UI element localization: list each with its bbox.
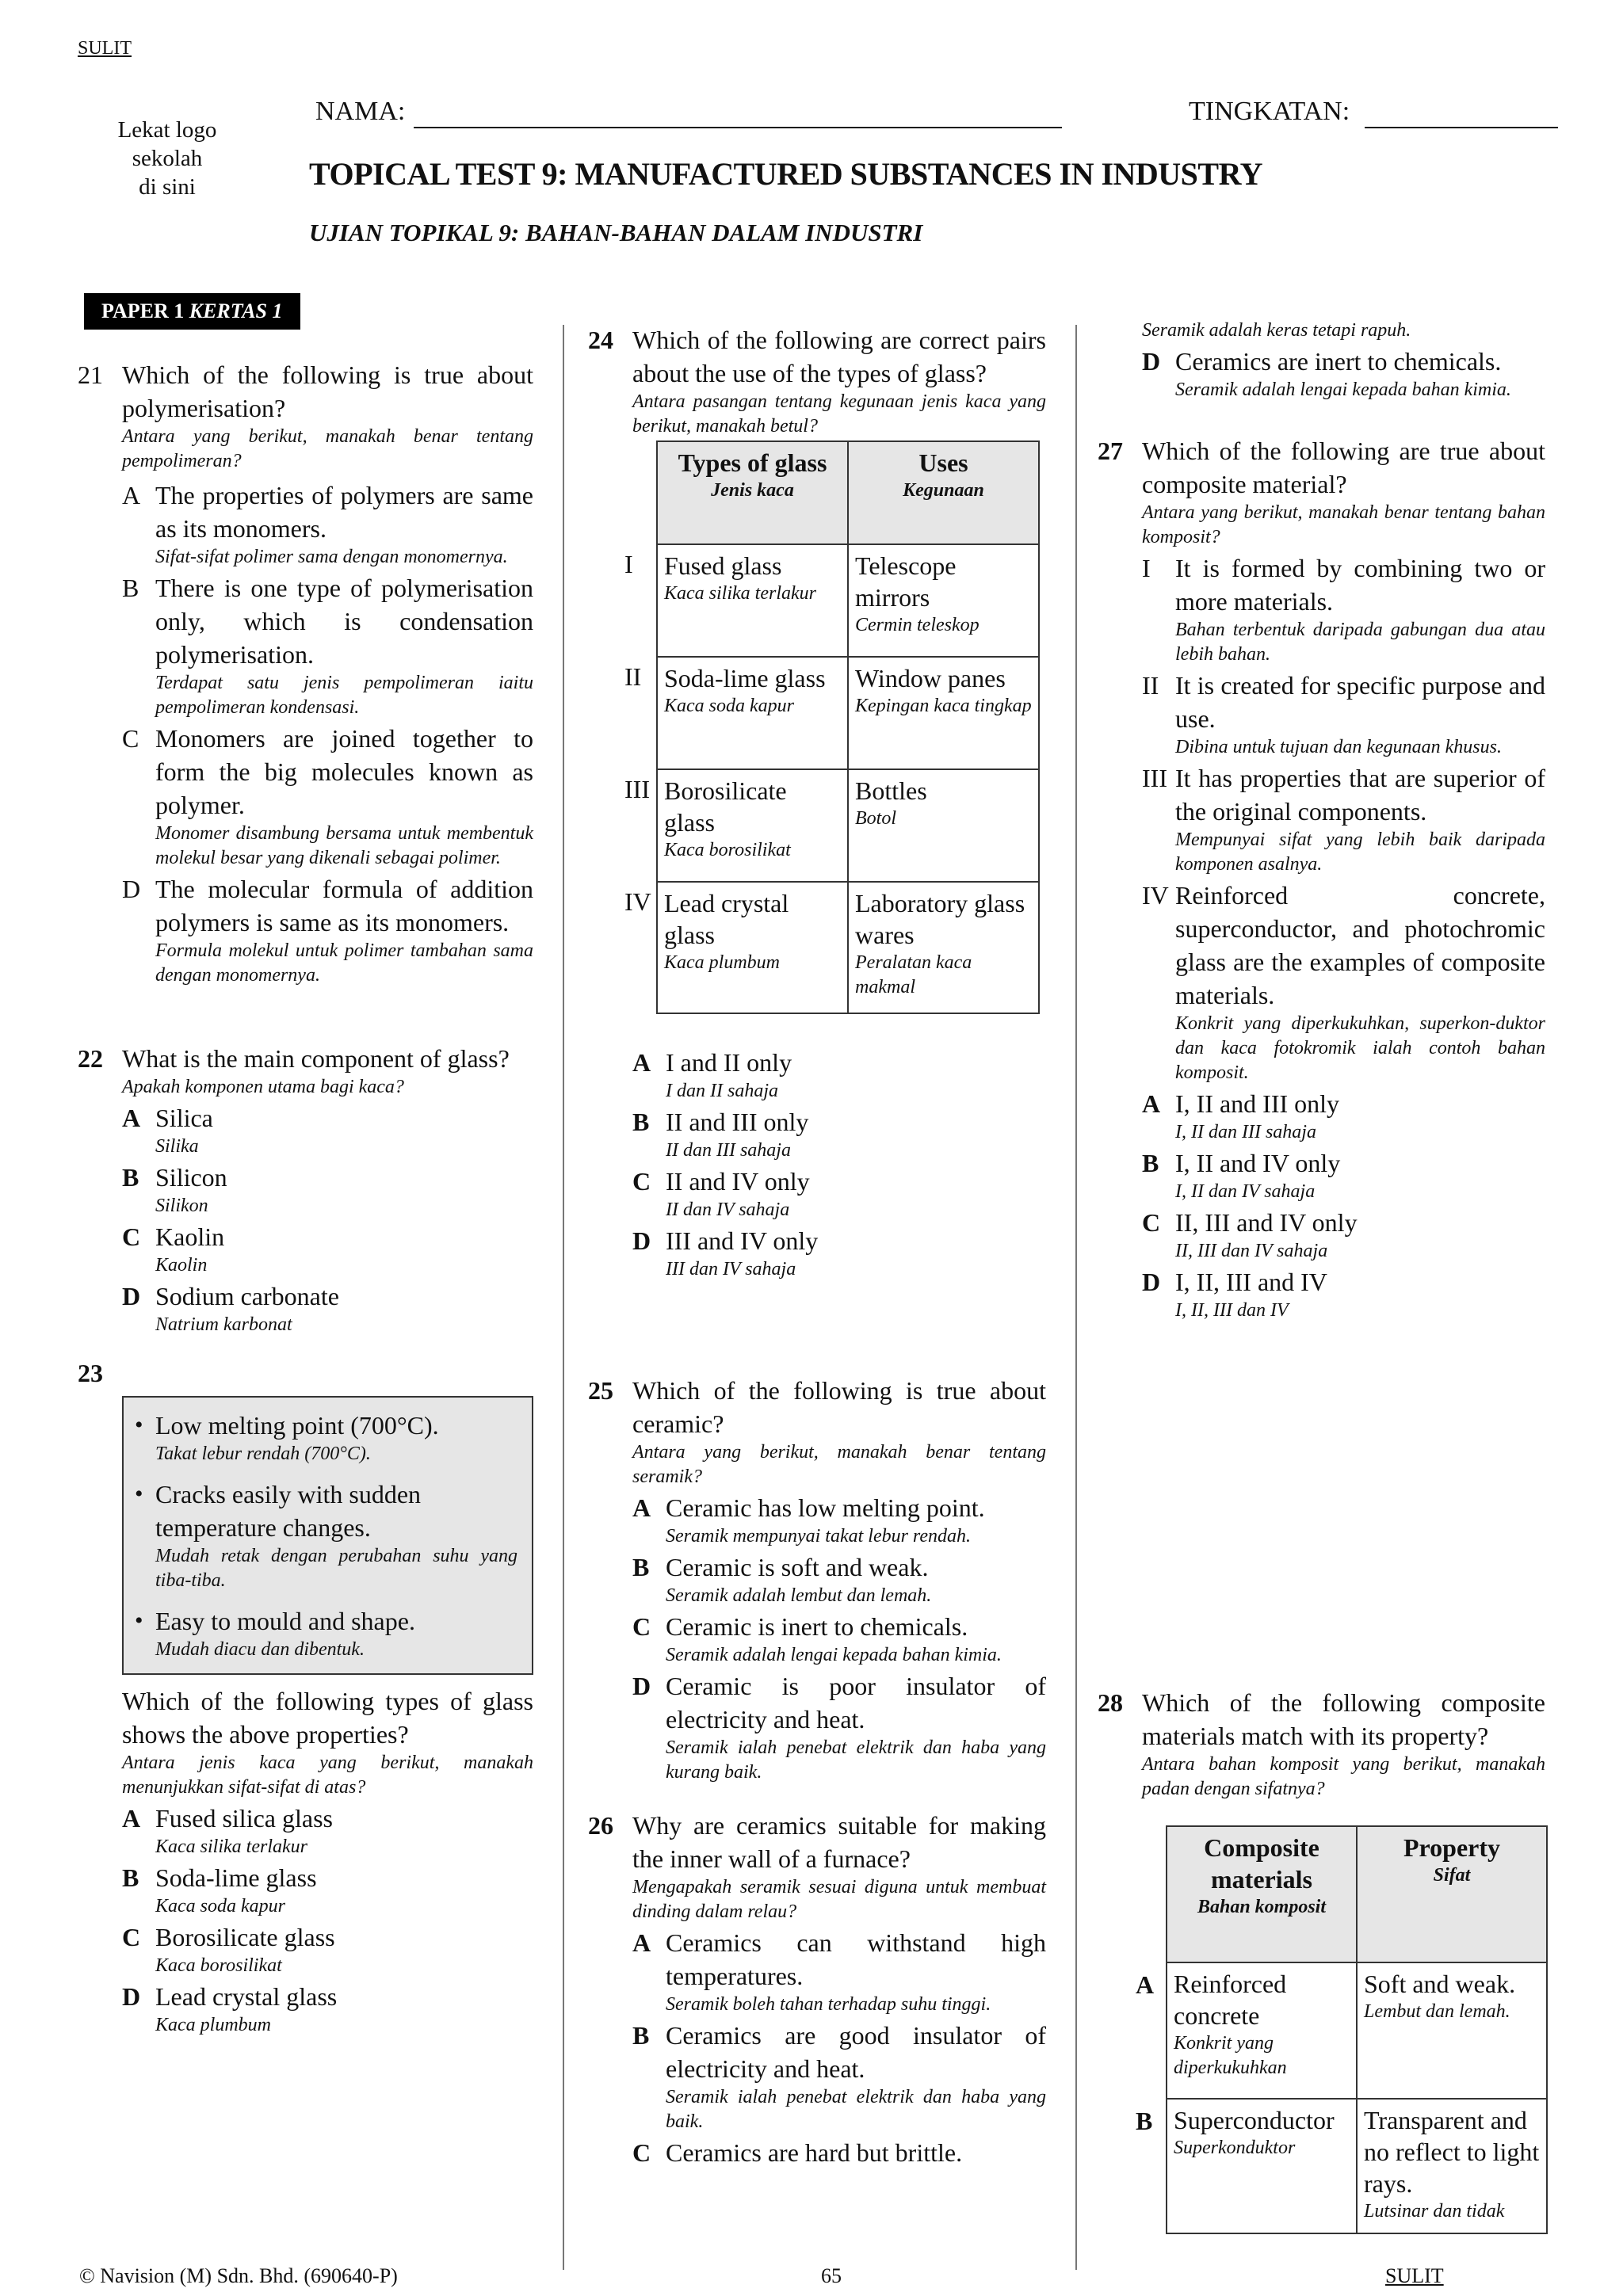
table-cell: [657, 882, 848, 1013]
option-letter: A: [632, 1928, 651, 1957]
option-b[interactable]: [122, 1161, 533, 1219]
option-d[interactable]: [122, 1980, 533, 2038]
question-text: Which of the following types of glass shows the above properties?: [122, 1687, 533, 1749]
column-divider: [563, 325, 564, 2270]
option-text: Ceramics are hard but brittle.: [666, 2138, 963, 2167]
question-text: Which of the following composite materials match with its property?: [1142, 1688, 1545, 1750]
header-text-ms: Kegunaan: [903, 480, 984, 501]
option-a[interactable]: [122, 1101, 533, 1159]
table-cell: [657, 544, 848, 657]
option-text-ms: Seramik adalah lengai kepada bahan kimia.: [666, 1645, 1002, 1665]
statement-numeral: I: [1142, 554, 1151, 582]
name-field[interactable]: [414, 127, 1062, 128]
table-header: [657, 441, 848, 544]
cell-text-ms: Kaca borosilikat: [664, 840, 791, 860]
paper-badge-en: PAPER 1: [101, 299, 185, 322]
page-title: TOPICAL TEST 9: MANUFACTURED SUBSTANCES IN INDUSTRY: [309, 156, 1262, 192]
option-text-ms: II dan III sahaja: [666, 1140, 791, 1161]
statement-text-ms: Mempunyai sifat yang lebih baik daripada komponen asalnya.: [1175, 830, 1545, 875]
question-text-ms: Antara yang berikut, manakah benar tentang pempolimeran?: [122, 426, 533, 471]
option-text-ms: Sifat-sifat polimer sama dengan monomernya.: [155, 547, 508, 567]
option-text: Monomers are joined together to form the big molecules known as polymer.: [155, 724, 533, 819]
question-number: 28: [1098, 1688, 1123, 1717]
option-text: Borosilicate glass: [155, 1923, 335, 1951]
option-letter: C: [632, 1167, 651, 1196]
option-text-ms: Seramik ialah penebat elektrik dan haba yang baik.: [666, 2087, 1046, 2132]
composite-property-table: [1166, 1825, 1548, 2234]
table-cell: [657, 657, 848, 769]
option-text: Ceramic is inert to chemicals.: [666, 1612, 968, 1641]
option-c[interactable]: [1142, 1206, 1545, 1264]
option-text-ms: I, II dan III sahaja: [1175, 1122, 1316, 1142]
table-row: [657, 544, 1039, 657]
option-c[interactable]: [122, 1920, 533, 1978]
option-b[interactable]: [1142, 1146, 1545, 1204]
option-b[interactable]: [122, 571, 533, 720]
option-text: Ceramic has low melting point.: [666, 1493, 985, 1522]
statement-numeral: II: [1142, 671, 1159, 700]
header-text: Uses: [918, 448, 968, 477]
cell-text: Window panes: [855, 664, 1006, 692]
cell-text-ms: Superkonduktor: [1174, 2138, 1296, 2158]
cell-text-ms: Kaca silika terlakur: [664, 583, 816, 604]
cell-text: Lead crystal glass: [664, 889, 789, 949]
table-cell: [657, 769, 848, 882]
option-letter: A: [122, 481, 141, 509]
option-text: The molecular formula of addition polymers is same as its monomers.: [155, 875, 533, 936]
statement-text: It is created for specific purpose and use.: [1175, 671, 1545, 733]
table-row: [1167, 2099, 1547, 2233]
option-a[interactable]: [632, 1491, 1046, 1549]
question-number: 24: [588, 326, 613, 354]
cell-text: Borosilicate glass: [664, 776, 787, 837]
cell-text-ms: Konkrit yang diperkukuhkan: [1174, 2033, 1287, 2078]
column-right: [1098, 318, 1545, 1323]
question-text-ms: Antara yang berikut, manakah benar tentang bahan komposit?: [1142, 502, 1545, 547]
option-text-ms: I, II dan IV sahaja: [1175, 1181, 1316, 1202]
question-25: [588, 1374, 1046, 1785]
table-row: [657, 769, 1039, 882]
option-c[interactable]: [122, 1220, 533, 1278]
question-text-ms: Antara jenis kaca yang berikut, manakah menunjukkan sifat-sifat di atas?: [122, 1753, 533, 1798]
option-text-ms: Terdapat satu jenis pempolimeran iaitu pempolimeran kondensasi.: [155, 673, 533, 718]
option-text-ms: II, III dan IV sahaja: [1175, 1241, 1328, 1261]
option-a[interactable]: [122, 1802, 533, 1859]
option-text: There is one type of polymerisation only, which is condensation polymerisation.: [155, 574, 533, 669]
option-b[interactable]: [632, 1105, 1046, 1163]
cell-text: Transparent and no reflect to light rays.: [1364, 2106, 1540, 2198]
option-text: I, II and III only: [1175, 1089, 1340, 1118]
option-text: Silicon: [155, 1163, 227, 1192]
header-text: Composite materials: [1204, 1833, 1319, 1894]
option-letter: B: [122, 574, 139, 602]
property-item: [135, 1604, 517, 1662]
cell-text: Fused glass: [664, 551, 782, 580]
option-letter: A: [122, 1104, 141, 1132]
question-21: [78, 358, 533, 988]
option-letter: A: [1142, 1089, 1161, 1118]
cell-text-ms: Lembut dan lemah.: [1364, 2001, 1510, 2022]
option-letter: D: [1142, 347, 1161, 376]
statement-text-ms: Konkrit yang diperkukuhkan, superkon-duktor dan kaca fotokromik ialah contoh bahan komposit.: [1175, 1013, 1545, 1083]
option-letter: C: [632, 1612, 651, 1641]
option-text-ms: Seramik boleh tahan terhadap suhu tinggi.: [666, 1994, 991, 2015]
row-label: A: [1136, 1970, 1155, 1999]
option-letter: B: [632, 1108, 650, 1136]
option-c[interactable]: [632, 2136, 1046, 2169]
page-number: 65: [821, 2264, 842, 2287]
option-letter: B: [1142, 1149, 1159, 1177]
option-text: Ceramic is poor insulator of electricity and heat.: [666, 1672, 1046, 1733]
property-text: Cracks easily with sudden temperature changes.: [155, 1480, 422, 1542]
cell-text-ms: Kepingan kaca tingkap: [855, 696, 1032, 716]
option-text-ms: Seramik adalah lengai kepada bahan kimia.: [1175, 379, 1511, 400]
option-text-ms: Kaca soda kapur: [155, 1896, 285, 1917]
option-text-ms: II dan IV sahaja: [666, 1199, 790, 1220]
cell-text: Soft and weak.: [1364, 1970, 1516, 1998]
question-24: [588, 323, 1046, 1282]
cell-text: Laboratory glass wares: [855, 889, 1025, 949]
option-text: I, II and IV only: [1175, 1149, 1341, 1177]
cell-text-ms: Peralatan kaca makmal: [855, 952, 972, 997]
option-text: I, II, III and IV: [1175, 1268, 1327, 1296]
option-text: Ceramic is soft and weak.: [666, 1553, 929, 1581]
option-text-ms: I, II, III dan IV: [1175, 1300, 1289, 1321]
question-28: [1098, 1686, 1545, 2234]
cell-text-ms: Botol: [855, 808, 896, 829]
column-divider: [1075, 325, 1077, 2270]
question-text: Which of the following are correct pairs about the use of the types of glass?: [632, 326, 1046, 387]
school-logo-placeholder: [100, 116, 235, 201]
table-cell: [848, 657, 1039, 769]
table-header: [1167, 1826, 1357, 1962]
option-letter: A: [632, 1048, 651, 1077]
question-text: Which of the following is true about polymerisation?: [122, 360, 533, 422]
option-letter: D: [122, 875, 141, 903]
property-text: Low melting point (700°C).: [155, 1411, 439, 1440]
option-text: II, III and IV only: [1175, 1208, 1358, 1237]
option-letter: B: [122, 1863, 139, 1892]
name-label: NAMA:: [315, 97, 406, 126]
option-text: Fused silica glass: [155, 1804, 333, 1833]
option-text-ms: Monomer disambung bersama untuk membentuk molekul besar yang dikenali sebagai polimer.: [155, 823, 533, 868]
property-text-ms: Mudah retak dengan perubahan suhu yang tiba-tiba.: [155, 1546, 517, 1591]
cell-text: Superconductor: [1174, 2106, 1335, 2134]
row-label: IV: [624, 887, 651, 916]
question-text: What is the main component of glass?: [122, 1044, 510, 1073]
property-item: [135, 1409, 517, 1466]
option-letter: C: [122, 1222, 141, 1251]
option-text: Lead crystal glass: [155, 1982, 338, 2011]
option-c[interactable]: [122, 722, 533, 871]
table-row: [1167, 1962, 1547, 2099]
question-text: Why are ceramics suitable for making the inner wall of a furnace?: [632, 1811, 1046, 1873]
question-text-ms: Mengapakah seramik sesuai diguna untuk membuat dinding dalam relau?: [632, 1877, 1046, 1922]
option-text: Kaolin: [155, 1222, 225, 1251]
option-letter: D: [632, 1672, 651, 1700]
option-d[interactable]: [1142, 345, 1545, 402]
option-d[interactable]: [122, 1280, 533, 1337]
table-cell: [848, 769, 1039, 882]
question-number: 21: [78, 360, 103, 389]
statement-text-ms: Bahan terbentuk daripada gabungan dua atau lebih bahan.: [1175, 620, 1545, 665]
header-text-ms: Jenis kaca: [711, 480, 794, 501]
option-text: III and IV only: [666, 1226, 819, 1255]
question-text: Which of the following are true about composite material?: [1142, 437, 1545, 498]
option-text-ms: Kaca borosilikat: [155, 1955, 282, 1976]
cell-text-ms: Kaca plumbum: [664, 952, 780, 973]
question-text-ms: Antara yang berikut, manakah benar tentang seramik?: [632, 1442, 1046, 1487]
option-text: II and III only: [666, 1108, 809, 1136]
question-26-continued: [1098, 318, 1545, 402]
property-item: [135, 1478, 517, 1593]
table-cell: [1357, 2099, 1547, 2233]
header-text: Types of glass: [678, 448, 827, 477]
column-left: [78, 358, 533, 2038]
question-text-ms: Antara bahan komposit yang berikut, manakah padan dengan sifatnya?: [1142, 1754, 1545, 1799]
logo-line: sekolah: [132, 146, 203, 171]
option-d[interactable]: [122, 872, 533, 988]
cell-text: Telescope mirrors: [855, 551, 957, 612]
properties-box: [122, 1396, 533, 1675]
statement-text: It is formed by combining two or more materials.: [1175, 554, 1545, 616]
table-header: [848, 441, 1039, 544]
question-26: [588, 1809, 1046, 2169]
logo-line: Lekat logo: [117, 117, 217, 143]
form-label: TINGKATAN:: [1189, 97, 1350, 126]
paper-badge: [84, 293, 300, 330]
question-number: 25: [588, 1376, 613, 1405]
header-text-ms: Sifat: [1433, 1865, 1471, 1886]
option-text: Ceramics are inert to chemicals.: [1175, 347, 1502, 376]
option-text: The properties of polymers are same as its monomers.: [155, 481, 533, 543]
form-field[interactable]: [1365, 127, 1558, 128]
option-d[interactable]: [1142, 1265, 1545, 1323]
statement-iii: [1142, 761, 1545, 877]
option-text-ms: Natrium karbonat: [155, 1314, 292, 1335]
paper-badge-ms: KERTAS 1: [189, 299, 283, 322]
bullet-icon: •: [135, 1481, 143, 1507]
row-label: B: [1136, 2107, 1153, 2135]
option-letter: C: [632, 2138, 651, 2167]
row-label: I: [624, 550, 633, 578]
question-text-ms: Antara pasangan tentang kegunaan jenis kaca yang berikut, manakah betul?: [632, 391, 1046, 437]
row-label: III: [624, 775, 650, 803]
option-text-ms: Silika: [155, 1136, 199, 1157]
question-number: 26: [588, 1811, 613, 1840]
table-row: [657, 882, 1039, 1013]
option-text: Silica: [155, 1104, 213, 1132]
option-b[interactable]: [632, 1550, 1046, 1608]
option-letter: C: [1142, 1208, 1161, 1237]
bullet-icon: •: [135, 1412, 143, 1438]
cell-text-ms: Cermin teleskop: [855, 615, 980, 635]
option-letter: D: [122, 1282, 141, 1310]
option-text: Ceramics can withstand high temperatures.: [666, 1928, 1046, 1990]
table-header: [1357, 1826, 1547, 1962]
option-c[interactable]: [632, 1610, 1046, 1668]
option-text: Ceramics are good insulator of electricity and heat.: [666, 2021, 1046, 2083]
option-d[interactable]: [632, 1224, 1046, 1282]
question-text: Which of the following is true about ceramic?: [632, 1376, 1046, 1438]
statement-ii: [1142, 669, 1545, 760]
page-subtitle: UJIAN TOPIKAL 9: BAHAN-BAHAN DALAM INDUSTRI: [309, 219, 923, 246]
option-b[interactable]: [122, 1861, 533, 1919]
option-letter: A: [632, 1493, 651, 1522]
cell-text: Soda-lime glass: [664, 664, 826, 692]
property-text-ms: Mudah diacu dan dibentuk.: [155, 1639, 365, 1660]
option-text-ms: Seramik mempunyai takat lebur rendah.: [666, 1526, 972, 1547]
option-text-ms: Kaca silika terlakur: [155, 1836, 307, 1857]
table-row: [657, 657, 1039, 769]
row-label: II: [624, 662, 642, 691]
option-text-ms: Seramik adalah keras tetapi rapuh.: [1142, 320, 1411, 341]
property-text: Easy to mould and shape.: [155, 1607, 415, 1635]
cell-text: Reinforced concrete: [1174, 1970, 1287, 2030]
bullet-icon: •: [135, 1608, 143, 1634]
table-cell: [1167, 1962, 1357, 2099]
table-cell: [1167, 2099, 1357, 2233]
option-c[interactable]: [632, 1165, 1046, 1222]
question-number: 27: [1098, 437, 1123, 465]
option-text-ms: Seramik ialah penebat elektrik dan haba yang kurang baik.: [666, 1737, 1046, 1783]
question-23: [78, 1356, 533, 2038]
option-text: II and IV only: [666, 1167, 810, 1196]
statement-text: Reinforced concrete, superconductor, and photochromic glass are the examples of composite materials.: [1175, 881, 1545, 1009]
glass-uses-table: [656, 441, 1040, 1014]
option-text: Soda-lime glass: [155, 1863, 317, 1892]
option-a[interactable]: [632, 1926, 1046, 2017]
table-header-row: [1167, 1826, 1547, 1962]
option-letter: D: [122, 1982, 141, 2011]
option-a[interactable]: [1142, 1087, 1545, 1145]
logo-line: di sini: [139, 174, 196, 200]
option-text-ms: Kaca plumbum: [155, 2015, 271, 2035]
option-letter: B: [122, 1163, 139, 1192]
question-number: 23: [78, 1359, 103, 1387]
table-cell: [848, 544, 1039, 657]
option-letter: C: [122, 724, 139, 753]
option-a[interactable]: [632, 1046, 1046, 1104]
option-text-ms: Kaolin: [155, 1255, 208, 1276]
option-letter: C: [122, 1923, 141, 1951]
sulit-top-label: SULIT: [78, 38, 132, 59]
option-text-ms: I dan II sahaja: [666, 1081, 778, 1101]
question-text-ms: Apakah komponen utama bagi kaca?: [122, 1077, 404, 1097]
option-text: Sodium carbonate: [155, 1282, 339, 1310]
option-text: I and II only: [666, 1048, 792, 1077]
statement-iv: [1142, 879, 1545, 1085]
table-header-row: [657, 441, 1039, 544]
column-middle: [588, 323, 1046, 2169]
option-letter: D: [1142, 1268, 1161, 1296]
header-text: Property: [1403, 1833, 1501, 1862]
statement-text: It has properties that are superior of the original components.: [1175, 764, 1545, 826]
statement-text-ms: Dibina untuk tujuan dan kegunaan khusus.: [1175, 737, 1502, 757]
question-28-block: [1098, 1686, 1545, 2234]
sulit-bottom-label: SULIT: [1385, 2264, 1444, 2287]
option-b[interactable]: [632, 2019, 1046, 2134]
statement-numeral: III: [1142, 764, 1167, 792]
option-text-ms: III dan IV sahaja: [666, 1259, 796, 1280]
option-letter: B: [632, 1553, 650, 1581]
option-a[interactable]: [122, 479, 533, 570]
statement-numeral: IV: [1142, 881, 1169, 910]
option-letter: B: [632, 2021, 650, 2050]
question-number: 22: [78, 1044, 103, 1073]
cell-text-ms: Kaca soda kapur: [664, 696, 794, 716]
cell-text: Bottles: [855, 776, 927, 805]
header-text-ms: Bahan komposit: [1197, 1897, 1327, 1917]
option-text-ms: Silikon: [155, 1196, 208, 1216]
option-text-ms: Formula molekul untuk polimer tambahan sama dengan monomernya.: [155, 940, 533, 986]
copyright-text: © Navision (M) Sdn. Bhd. (690640-P): [79, 2264, 398, 2287]
option-text-ms: Seramik adalah lembut dan lemah.: [666, 1585, 932, 1606]
question-27: [1098, 434, 1545, 1323]
table-cell: [848, 882, 1039, 1013]
property-text-ms: Takat lebur rendah (700°C).: [155, 1444, 371, 1464]
table-cell: [1357, 1962, 1547, 2099]
question-22: [78, 1042, 533, 1337]
option-letter: D: [632, 1226, 651, 1255]
cell-text-ms: Lutsinar dan tidak: [1364, 2201, 1505, 2222]
option-letter: A: [122, 1804, 141, 1833]
statement-i: [1142, 551, 1545, 667]
option-d[interactable]: [632, 1669, 1046, 1785]
